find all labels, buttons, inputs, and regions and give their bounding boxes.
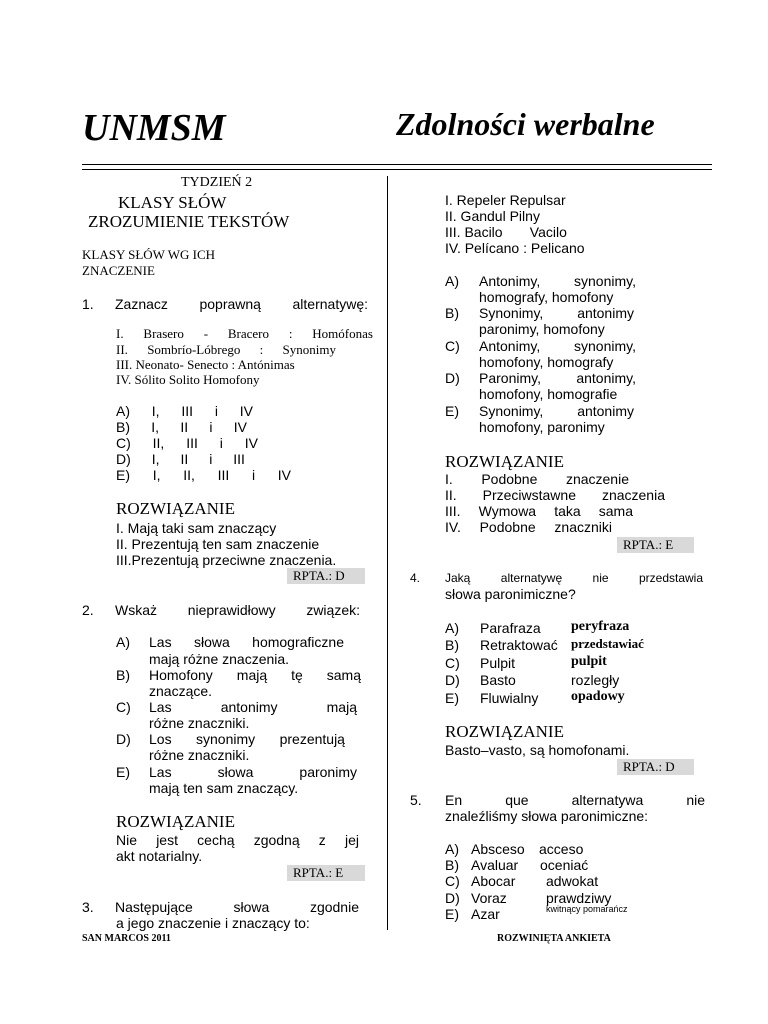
q2-option-b-line2: znaczące. <box>149 683 213 699</box>
q4-option-b-letter: B) <box>445 637 459 653</box>
q5-option-e-letter: E) <box>445 906 459 922</box>
q1-solution-line-2: II. Prezentują ten sam znaczenie <box>116 536 320 552</box>
section-heading-line1: KLASY SŁÓW WG ICH <box>82 247 216 262</box>
q4-option-a-note: peryfraza <box>571 619 630 634</box>
q4-option-a-word: Parafraza <box>480 620 541 636</box>
column-divider <box>387 176 388 930</box>
section-heading-line2: ZNACZENIE <box>82 263 155 278</box>
q3-option-a-letter: A) <box>445 273 459 289</box>
q2-option-a-line2: mają różne znaczenia. <box>149 651 290 667</box>
q2-answer-badge: RPTA.: E <box>287 865 365 881</box>
q2-solution-line-1: Nie jest cechą zgodną z jej <box>116 832 359 848</box>
q3-option-b-line1: Synonimy, antonimy <box>479 305 634 321</box>
q4-option-c-word: Pulpit <box>480 655 516 671</box>
question-5-text-line2: znaleźliśmy słowa paronimiczne: <box>445 808 649 824</box>
q1-option-c: C) II, III i IV <box>116 435 258 451</box>
q2-option-a-line1: Las słowa homograficzne <box>149 634 344 650</box>
q4-option-d-note: rozległy <box>571 672 620 688</box>
q4-option-a-letter: A) <box>445 620 459 636</box>
q2-solution-line-2: akt notarialny. <box>116 848 203 864</box>
q1-solution-title: ROZWIĄZANIE <box>116 499 235 518</box>
question-number-2: 2. <box>82 602 94 618</box>
question-2-text: Wskaż nieprawidłowy związek: <box>115 602 360 618</box>
q3-option-d-letter: D) <box>445 370 460 386</box>
q4-option-e-note: opadowy <box>571 689 625 704</box>
q3-answer-badge: RPTA.: E <box>617 537 694 553</box>
q5-option-d-word: Voraz <box>471 890 507 906</box>
header-right-title: Zdolności werbalne <box>396 106 655 142</box>
q1-option-a: A) I, III i IV <box>116 403 253 419</box>
q2-option-d-line1: Los synonimy prezentują <box>149 731 345 747</box>
q2-option-d-line2: różne znaczniki. <box>149 747 250 763</box>
question-1-text: Zaznacz poprawną alternatywę: <box>115 296 368 312</box>
q3-option-e-letter: E) <box>445 403 459 419</box>
q4-option-d-letter: D) <box>445 672 460 688</box>
q5-option-e-note: kwitnący pomarańcz <box>546 904 628 914</box>
q3-option-c-letter: C) <box>445 338 460 354</box>
q2-option-e-letter: E) <box>116 764 130 780</box>
q3-item-2: II. Gandul Pilny <box>445 208 540 224</box>
q4-answer-badge: RPTA.: D <box>617 759 694 775</box>
q2-option-c-line1: Las antonimy mają <box>149 699 357 715</box>
q5-option-a-note: acceso <box>539 841 584 857</box>
footer-left: SAN MARCOS 2011 <box>82 933 171 944</box>
q3-option-d-line2: homofony, homografie <box>479 386 618 402</box>
q3-option-a-line1: Antonimy, synonimy, <box>479 273 636 289</box>
q1-item-1: I. Brasero - Bracero : Homófonas <box>116 326 373 341</box>
q1-answer-badge: RPTA.: D <box>287 568 365 584</box>
q3-option-c-line1: Antonimy, synonimy, <box>479 338 636 354</box>
q1-option-d: D) I, II i III <box>116 451 245 467</box>
q3-item-1: I. Repeler Repulsar <box>445 192 566 208</box>
q4-option-e-letter: E) <box>445 690 459 706</box>
q5-option-a-letter: A) <box>445 841 459 857</box>
q5-option-c-word: Abocar <box>471 873 516 889</box>
q1-item-4: IV. Sólito Solito Homofony <box>116 372 260 387</box>
q2-option-e-line2: mają ten sam znaczący. <box>149 780 299 796</box>
title-word-classes: KLASY SŁÓW <box>118 193 227 212</box>
q4-option-c-letter: C) <box>445 655 460 671</box>
q1-option-b: B) I, II i IV <box>116 419 247 435</box>
question-number-4: 4. <box>410 571 421 585</box>
q4-option-b-word: Retraktować <box>480 637 558 653</box>
q2-option-a-letter: A) <box>116 634 130 650</box>
question-number-3: 3. <box>82 899 94 915</box>
q5-option-b-word: Avaluar <box>471 857 519 873</box>
q5-option-c-letter: C) <box>445 873 460 889</box>
q3-item-3: III. Bacilo Vacilo <box>445 224 567 240</box>
q1-item-3: III. Neonato- Senecto : Antónimas <box>116 357 295 372</box>
q3-option-e-line2: homofony, paronimy <box>479 419 605 435</box>
q4-option-d-word: Basto <box>480 672 516 688</box>
q2-option-d-letter: D) <box>116 731 131 747</box>
q2-option-b-line1: Homofony mają tę samą <box>149 667 361 683</box>
q3-option-c-line2: homofony, homografy <box>479 354 614 370</box>
q3-item-4: IV. Pelícano : Pelicano <box>445 240 585 256</box>
q2-option-c-letter: C) <box>116 699 131 715</box>
q5-option-e-word: Azar <box>471 906 500 922</box>
header-rule-top <box>82 164 712 165</box>
header-left-title: UNMSM <box>82 107 226 149</box>
q5-option-b-note: oceniać <box>540 857 589 873</box>
week-label: TYDZIEŃ 2 <box>181 175 253 190</box>
question-4-text: Jaką alternatywę nie przedstawia <box>445 571 703 585</box>
q5-option-d-note: prawdziwy <box>546 890 612 906</box>
header-rule-bottom <box>82 169 712 170</box>
q2-option-b-letter: B) <box>116 667 130 683</box>
q2-solution-title: ROZWIĄZANIE <box>116 812 235 831</box>
question-5-text: En que alternatywa nie <box>445 792 705 808</box>
footer-right: ROZWINIĘTA ANKIETA <box>497 933 611 944</box>
question-3-text-line2: a jego znaczenie i znaczący to: <box>116 915 310 931</box>
q2-option-c-line2: różne znaczniki. <box>149 715 250 731</box>
q4-option-b-note: przedstawiać <box>571 636 644 651</box>
q5-option-c-note: adwokat <box>546 873 599 889</box>
q5-option-a-word: Absceso <box>471 841 525 857</box>
q4-option-e-word: Fluwialny <box>480 690 539 706</box>
q1-option-e: E) I, II, III i IV <box>116 467 291 483</box>
question-4-text-line2: słowa paronimiczne? <box>445 586 576 602</box>
q3-option-e-line1: Synonimy, antonimy <box>479 403 634 419</box>
q3-solution-line-3: III. Wymowa taka sama <box>445 503 633 519</box>
q1-solution-line-1: I. Mają taki sam znaczący <box>116 520 277 536</box>
q4-solution-title: ROZWIĄZANIE <box>445 722 564 741</box>
q3-option-b-line2: paronimy, homofony <box>479 321 605 337</box>
q5-option-d-letter: D) <box>445 890 460 906</box>
q3-solution-line-1: I. Podobne znaczenie <box>445 471 629 487</box>
q3-option-b-letter: B) <box>445 305 459 321</box>
q3-solution-line-4: IV. Podobne znaczniki <box>445 519 612 535</box>
q4-solution-line: Basto–vasto, są homofonami. <box>445 742 630 758</box>
q2-option-e-line1: Las słowa paronimy <box>149 764 357 780</box>
question-3-text: Następujące słowa zgodnie <box>115 899 359 915</box>
q3-solution-title: ROZWIĄZANIE <box>445 452 564 471</box>
q1-solution-line-3: III.Prezentują przeciwne znaczenia. <box>116 552 337 568</box>
question-number-5: 5. <box>410 792 422 808</box>
question-number-1: 1. <box>82 296 94 312</box>
q4-option-c-note: pulpit <box>571 654 607 669</box>
q1-item-2: II. Sombrío-Lóbrego : Synonimy <box>116 342 336 357</box>
q3-solution-line-2: II. Przeciwstawne znaczenia <box>445 487 665 503</box>
q3-option-d-line1: Paronimy, antonimy, <box>479 370 636 386</box>
q5-option-b-letter: B) <box>445 857 459 873</box>
q3-option-a-line2: homografy, homofony <box>479 289 614 305</box>
title-reading-comprehension: ZROZUMIENIE TEKSTÓW <box>88 212 290 231</box>
